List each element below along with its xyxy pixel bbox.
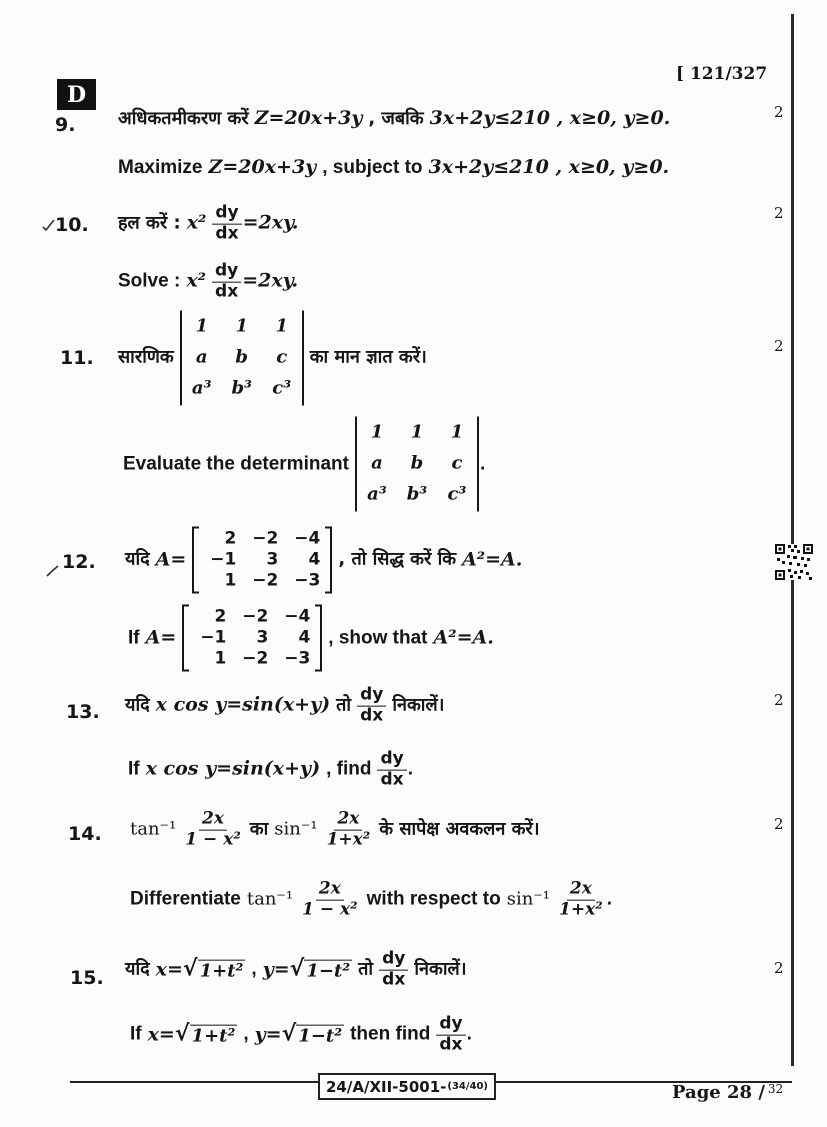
q9-objective-en: Z=20x+3y [208,156,317,179]
pen-tick-mark [46,565,59,577]
matrix-cell: −2 [252,570,279,591]
q13-hindi-label: यदि [125,694,150,716]
matrix-cell: 1 [224,570,237,591]
q11-marks: 2 [774,337,784,355]
q14-fraction-2-en [556,878,606,920]
fraction-denominator: dx [382,969,406,990]
matrix-cell: −2 [242,648,269,669]
q15-x-expression-en [148,1024,238,1046]
q15-hindi-text [125,948,467,990]
q12-matrix-en [182,605,322,672]
q9-marks: 2 [774,103,784,121]
q13-marks: 2 [774,691,784,709]
q10-rhs: =2xy. [242,212,299,235]
det-cell: c³ [272,377,292,399]
fraction-denominator: dx [215,223,239,244]
q15-derivative [379,948,408,990]
fraction-denominator: 1+x² [559,899,603,920]
paper-code-box [318,1073,496,1100]
fraction-denominator: dx [215,281,239,302]
det-cell: a³ [191,377,212,399]
q11-english-label: Evaluate the determinant [123,453,349,475]
det-cell: c³ [447,483,467,505]
radicand: 1−t² [306,960,351,982]
paper-code-sub: (34/40) [447,1081,488,1092]
q15-separator: , [251,959,257,981]
det-cell: 1 [195,315,208,337]
matrix-cell: −2 [252,528,279,549]
matrix-cell: −1 [200,627,227,648]
q13-relation-en: x cos y=sin(x+y) [145,758,321,781]
q15-english-label: If [130,1024,142,1046]
matrix-cell: 2 [224,528,237,549]
q10-number: 10. [55,214,89,236]
q12-hindi-suffix: , तो सिद्ध करें कि [338,548,457,570]
q14-fraction-2 [324,808,374,850]
fraction-denominator: dx [380,769,404,790]
right-bracket [325,527,332,594]
q13-english-label: If [128,759,140,781]
radicand: 1−t² [298,1025,343,1047]
radicand: 1+t² [191,1025,236,1047]
q15-hindi-suffix: निकालें। [414,958,467,980]
q15-x-expression [156,959,246,981]
det-cell: a [371,452,383,474]
q15-derivative-en [436,1013,465,1055]
radical-sign: √ [281,1022,297,1047]
det-cell: a³ [367,483,387,505]
matrix-cell: −1 [210,549,237,570]
q11-hindi-label: सारणिक [118,346,174,368]
matrix-grid [199,527,325,594]
det-cell: 1 [370,421,384,443]
q14-hindi-text [130,808,540,850]
matrix-cell: 2 [214,606,227,627]
q10-english-text [118,260,299,302]
square-root [183,959,246,981]
q12-matrix [192,527,332,594]
q9-hindi-text [118,108,670,130]
fraction-denominator: 1 − x² [302,899,358,920]
q10-hindi-text [118,202,299,244]
page-number [672,1082,783,1103]
fraction-numerator: dy [212,263,241,283]
q14-fraction-1 [182,808,244,850]
matrix-cell: −2 [242,606,269,627]
q15-english-then: then find [350,1024,431,1046]
fraction-numerator: 2x [567,881,595,901]
matrix-cell: −3 [294,570,321,591]
q13-english-then: , find [326,759,372,781]
q9-constraints: 3x+2y≤210 , x≥0, y≥0. [429,107,671,130]
q11-number: 11. [60,347,94,369]
q11-hindi-text [118,311,427,406]
matrix-cell: 1 [214,648,227,669]
q15-y-lhs: y= [262,958,290,981]
q12-hindi-text [125,527,522,594]
q15-x-lhs: x= [155,958,183,981]
q14-marks: 2 [774,815,784,833]
q12-lhs: A= [155,548,187,571]
det-cell: b³ [231,377,252,399]
q15-hindi-then: तो [358,958,374,980]
det-cell: 1 [410,421,424,443]
fraction-denominator: dx [360,705,384,726]
q13-english-text [128,748,413,790]
fraction-denominator: 1 − x² [185,829,241,850]
question-set-badge: D [57,79,96,110]
q13-hindi-suffix: निकालें। [392,694,445,716]
pen-tick-mark [42,219,55,231]
q9-hindi-joiner: , जबकि [368,107,424,129]
q10-marks: 2 [774,204,784,222]
fraction-numerator: 2x [316,881,344,901]
q10-derivative-en [212,260,241,302]
radicand: 1+t² [199,960,244,982]
det-cell: b³ [406,483,428,505]
matrix-cell: 3 [256,627,269,648]
q12-claim: A²=A. [462,548,523,571]
fraction-numerator: 2x [334,811,362,831]
q14-function-2-en: sin⁻¹ [506,888,551,910]
q14-hindi-suffix: के सापेक्ष अवकलन करें। [379,818,540,840]
fraction-numerator: dy [212,205,241,225]
q10-base: x² [186,212,207,235]
fraction-numerator: dy [357,687,386,707]
det-cell: a [195,346,208,368]
q11-english-text [123,417,485,512]
q13-derivative [357,684,386,726]
q10-hindi-label: हल करें : [118,212,181,234]
q15-y-expression-en [255,1024,344,1046]
fraction-numerator: 2x [199,811,227,831]
fraction-numerator: dy [377,751,406,771]
q14-function-1: tan⁻¹ [130,818,177,840]
q14-english-text [130,878,612,920]
q15-y-expression [263,959,352,981]
page-label: Page 28 / [672,1082,765,1103]
square-root [282,1024,345,1046]
q14-function-2: sin⁻¹ [274,818,318,840]
matrix-cell: 4 [298,627,311,648]
matrix-cell: −4 [294,528,321,549]
radical-sign: √ [289,957,305,982]
square-root [290,959,353,981]
q14-function-1-en: tan⁻¹ [246,888,294,910]
q12-lhs-en: A= [145,626,177,649]
q15-y-lhs-en: y= [254,1023,282,1046]
q15-hindi-label: यदि [125,958,150,980]
fraction-numerator: dy [379,951,408,971]
q13-derivative-en [377,748,406,790]
qr-code [775,544,813,580]
q9-english-joiner: , subject to [322,157,423,179]
matrix-grid [189,605,315,672]
q9-constraints-en: 3x+2y≤210 , x≥0, y≥0. [428,156,670,179]
q13-relation: x cos y=sin(x+y) [155,694,331,717]
left-bracket [192,527,199,594]
fraction-numerator: dy [436,1016,465,1036]
q15-english-text [130,1013,472,1055]
matrix-cell: −3 [284,648,311,669]
q13-hindi-then: तो [336,694,352,716]
q14-english-suffix: . [606,889,612,911]
fraction-denominator: 1+x² [326,829,371,850]
right-margin-rule [791,14,794,1066]
q15-english-suffix: . [466,1024,472,1046]
q9-objective: Z=20x+3y [254,107,363,130]
det-cell: c [276,346,288,368]
q11-determinant-en [355,417,479,512]
q11-determinant [180,311,304,406]
q14-number: 14. [68,823,102,845]
q9-hindi-label: अधिकतमीकरण करें [118,107,249,129]
q9-number: 9. [55,114,76,136]
fraction-denominator: dx [439,1034,463,1055]
left-bracket [182,605,189,672]
q14-english-label: Differentiate [130,889,241,911]
q15-marks: 2 [774,959,784,977]
q9-english-text [118,157,669,179]
page-total: 32 [767,1082,784,1096]
det-cell: b [235,346,248,368]
q12-hindi-label: यदि [125,548,150,570]
square-root [175,1024,238,1046]
det-cell: 1 [235,315,248,337]
q14-hindi-middle: का [249,818,269,840]
right-bracket [315,605,322,672]
q13-number: 13. [66,701,100,723]
paper-code: 24/A/XII-5001- [326,1077,447,1096]
q15-number: 15. [70,967,104,989]
radical-sign: √ [174,1022,190,1047]
q12-english-suffix: , show that [328,627,428,649]
q13-hindi-text [125,684,445,726]
det-cell: 1 [450,421,464,443]
q10-derivative [212,202,241,244]
q14-english-middle: with respect to [366,889,501,911]
q10-base-en: x² [186,270,206,293]
q12-english-label: If [128,627,140,649]
det-cell: c [451,452,463,474]
det-cell: 1 [275,315,288,337]
q9-english-label: Maximize [118,157,203,179]
matrix-cell: 4 [308,549,321,570]
q10-english-label: Solve : [118,271,181,293]
q12-claim-en: A²=A. [433,626,494,649]
det-cell: b [410,452,424,474]
q15-x-lhs-en: x= [147,1023,175,1046]
page-reference: [ 121/327 [676,64,768,84]
q11-hindi-suffix: का मान ज्ञात करें। [309,346,427,368]
matrix-cell: 3 [266,549,279,570]
q15-separator-en: , [243,1024,249,1046]
q10-rhs-en: =2xy. [242,270,299,293]
matrix-cell: −4 [284,606,311,627]
q13-english-suffix: . [407,759,413,781]
q11-english-suffix: . [479,453,486,475]
q14-fraction-1-en [299,878,361,920]
q12-number: 12. [62,551,96,573]
q12-english-text [128,605,494,672]
radical-sign: √ [182,957,198,982]
